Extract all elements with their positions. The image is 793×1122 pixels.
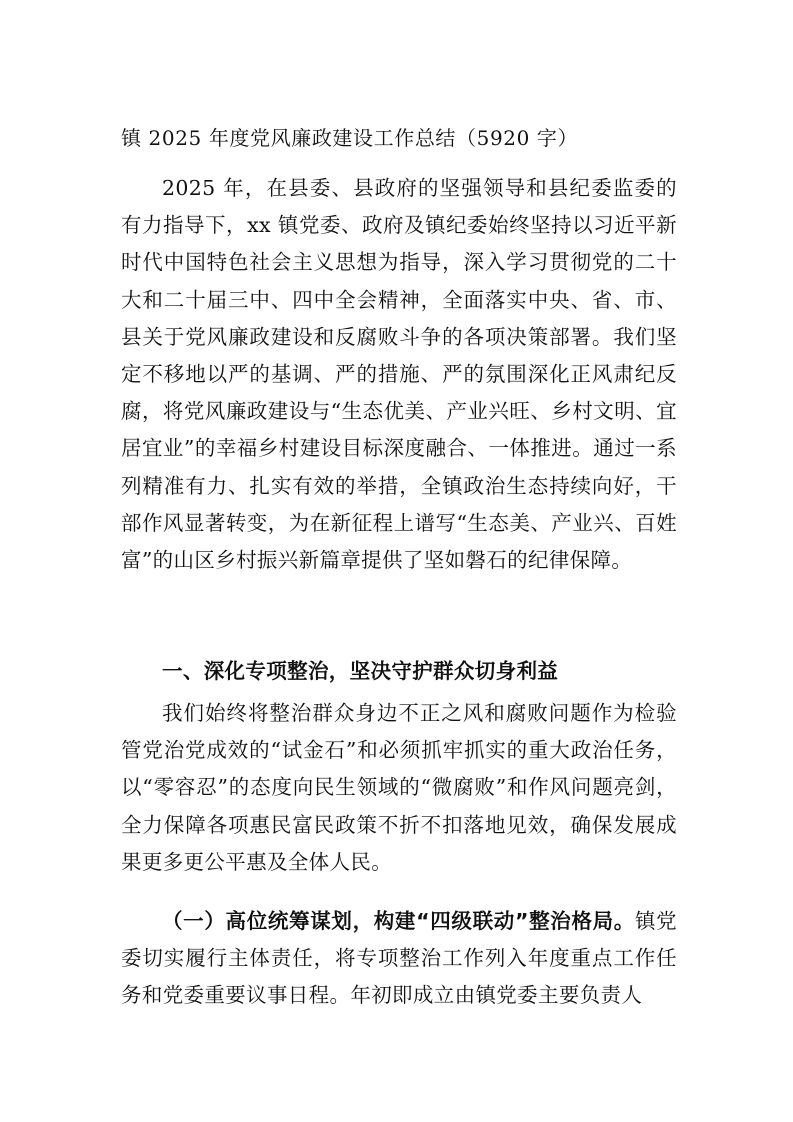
section-1-paragraph: 我们始终将整治群众身边不正之风和腐败问题作为检验管党治党成效的“试金石”和必须抓牢抓实的重大政治任务，以“零容忍”的态度向民生领域的“微腐败”和作风问题亮剑，全力保障各项惠民富民政策不折不扣落地见效，确保发展成果更多更公平惠及全体人民。 [121, 701, 677, 874]
subsection-heading-1: （一）高位统筹谋划，构建“四级联动”整治格局。 [162, 909, 635, 933]
subsection-1-text: 镇党委切实履行主体责任，将专项整治工作列入年度重点工作任务和党委重要议事日程。年初即成立由镇党委主要负责人 [121, 909, 677, 1008]
section-heading-1: 一、深化专项整治，坚决守护群众切身利益 [162, 659, 559, 683]
subsection-1-paragraph [121, 903, 677, 1015]
document-title: 镇 2025 年度党风廉政建设工作总结（5920 字） [121, 126, 579, 150]
intro-paragraph: 2025 年，在县委、县政府的坚强领导和县纪委监委的有力指导下，xx 镇党委、政府及镇纪委始终坚持以习近平新时代中国特色社会主义思想为指导，深入学习贯彻党的二十大和二十届三中、四中全会精神，全面落实中央、省、市、县关于党风廉政建设和反腐败斗争的各项决策部署。我们坚定不移地以严的基调、严的措施、严的氛围深化正风肃纪反腐，将党风廉政建设与“生态优美、产业兴旺、乡村文明、宜居宜业”的幸福乡村建设目标深度融合、一体推进。通过一系列精准有力、扎实有效的举措，全镇政治生态持续向好，干部作风显著转变，为在新征程上谱写“生态美、产业兴、百姓富”的山区乡村振兴新篇章提供了坚如磐石的纪律保障。 [121, 176, 677, 573]
